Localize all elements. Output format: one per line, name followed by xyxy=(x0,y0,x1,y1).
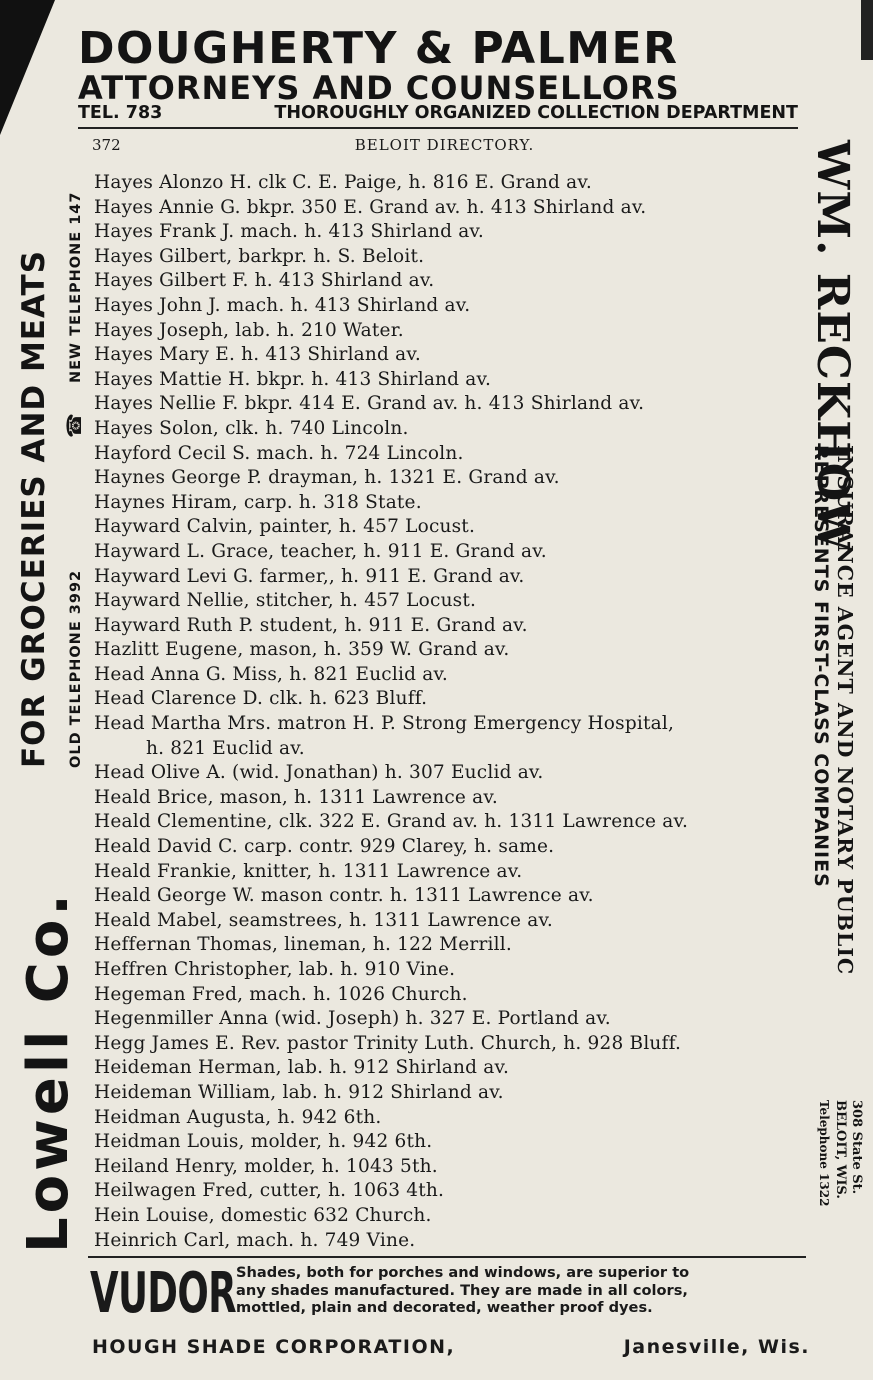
header-firm: DOUGHERTY & PALMER xyxy=(78,23,679,74)
directory-entry: Head Clarence D. clk. h. 623 Bluff. xyxy=(94,688,428,710)
entry-continuation: h. 821 Euclid av. xyxy=(146,737,305,759)
insurance-line: INSURANCE AGENT AND NOTARY PUBLIC xyxy=(833,445,857,976)
directory-entry: Hegenmiller Anna (wid. Joseph) h. 327 E. Portland av. xyxy=(94,1008,611,1030)
directory-entry: Heald Clementine, clk. 322 E. Grand av. h. 1311 Lawrence av. xyxy=(94,811,689,833)
lowell-company-name: Lowell Co. xyxy=(16,890,81,1253)
telephone-icon: ☎ xyxy=(62,413,86,438)
vudor-blurb xyxy=(236,1264,810,1317)
directory-entry: Hayward Calvin, painter, h. 457 Locust. xyxy=(94,516,476,538)
entry-line: Head Martha Mrs. matron H. P. Strong Emergency Hospital, xyxy=(94,713,675,735)
corporation-line xyxy=(92,1334,810,1360)
right-margin-ad xyxy=(800,140,868,1255)
blurb-line: mottled, plain and decorated, weather proof dyes. xyxy=(236,1299,653,1316)
reckhow-telephone: Telephone 1322 xyxy=(817,1100,831,1207)
blurb-line: any shades manufactured. They are made in all colors, xyxy=(236,1281,688,1299)
directory-entry: Heald David C. carp. contr. 929 Clarey, h. same. xyxy=(94,836,555,858)
represents-line: REPRESENTS FIRST-CLASS COMPANIES xyxy=(810,445,832,888)
directory-entry: Heald George W. mason contr. h. 1311 Lawrence av. xyxy=(94,885,594,907)
directory-entry: Hayward Ruth P. student, h. 911 E. Grand av. xyxy=(94,614,528,636)
footer-ad xyxy=(90,1262,810,1372)
directory-entry: Hayes Mary E. h. 413 Shirland av. xyxy=(94,344,421,366)
directory-entry: Hayes Gilbert, barkpr. h. S. Beloit. xyxy=(94,245,425,267)
directory-entry: Hegg James E. Rev. pastor Trinity Luth. Church, h. 928 Bluff. xyxy=(94,1032,682,1054)
directory-entries xyxy=(94,171,799,1253)
directory-entry: Hein Louise, domestic 632 Church. xyxy=(94,1204,432,1226)
directory-entry: Heiland Henry, molder, h. 1043 5th. xyxy=(94,1155,438,1177)
directory-entry: Heffren Christopher, lab. h. 910 Vine. xyxy=(94,959,456,980)
directory-entry: Heidman Louis, molder, h. 942 6th. xyxy=(94,1131,433,1153)
groceries-slogan: FOR GROCERIES AND MEATS xyxy=(16,249,52,768)
footer-rule xyxy=(88,1256,806,1258)
directory-entry: Heinrich Carl, mach. h. 749 Vine. xyxy=(94,1229,416,1251)
directory-entry: Heidman Augusta, h. 942 6th. xyxy=(94,1106,382,1128)
directory-entry: Heideman Herman, lab. h. 912 Shirland av. xyxy=(94,1057,510,1079)
page-edge-shadow xyxy=(861,0,873,60)
left-margin-ad xyxy=(14,143,86,1253)
directory-entry: Heald Frankie, knitter, h. 1311 Lawrence av. xyxy=(94,860,523,882)
directory-entry: Hayes Nellie F. bkpr. 414 E. Grand av. h. 413 Shirland av. xyxy=(94,393,645,415)
blurb-line: Shades, both for porches and windows, are superior to xyxy=(236,1264,690,1281)
directory-entry: Heffernan Thomas, lineman, h. 122 Merrill. xyxy=(94,934,512,956)
directory-entry: Hayes Frank J. mach. h. 413 Shirland av. xyxy=(94,221,484,243)
directory-entry: Head Olive A. (wid. Jonathan) h. 307 Euclid av. xyxy=(94,762,544,784)
directory-entry-wrapped xyxy=(94,712,799,761)
header-tagline: THOROUGHLY ORGANIZED COLLECTION DEPARTMENT xyxy=(274,103,798,123)
corporation-city: Janesville, Wis. xyxy=(623,1336,810,1358)
directory-entry: Heald Brice, mason, h. 1311 Lawrence av. xyxy=(94,786,498,808)
header-rule xyxy=(78,127,798,129)
corporation-name: HOUGH SHADE CORPORATION, xyxy=(92,1336,456,1358)
directory-entry: Haynes Hiram, carp. h. 318 State. xyxy=(94,491,422,513)
running-head xyxy=(92,134,797,156)
new-telephone: NEW TELEPHONE 147 xyxy=(68,191,84,383)
header-title: ATTORNEYS AND COUNSELLORS xyxy=(78,69,680,107)
directory-entry: Heilwagen Fred, cutter, h. 1063 4th. xyxy=(94,1180,445,1202)
directory-entry: Head Anna G. Miss, h. 821 Euclid av. xyxy=(94,663,448,685)
directory-entry: Hayes Gilbert F. h. 413 Shirland av. xyxy=(94,270,435,292)
directory-entry: Heideman William, lab. h. 912 Shirland av. xyxy=(94,1081,504,1103)
directory-entry: Haynes George P. drayman, h. 1321 E. Grand av. xyxy=(94,467,560,489)
header-line xyxy=(78,102,798,124)
old-telephone: OLD TELEPHONE 3992 xyxy=(68,569,84,768)
directory-entry: Hayes Solon, clk. h. 740 Lincoln. xyxy=(94,417,409,439)
directory-entry: Hayes Annie G. bkpr. 350 E. Grand av. h. 413 Shirland av. xyxy=(94,196,647,218)
page-corner-shadow xyxy=(0,0,55,135)
directory-entry: Hayward Nellie, stitcher, h. 457 Locust. xyxy=(94,590,477,612)
directory-entry: Hayward Levi G. farmer,, h. 911 E. Grand av. xyxy=(94,565,525,587)
directory-entry: Hegeman Fred, mach. h. 1026 Church. xyxy=(94,983,468,1005)
directory-entry: Hazlitt Eugene, mason, h. 359 W. Grand av. xyxy=(94,639,510,661)
page-number: 372 xyxy=(92,136,121,154)
directory-entry: Hayes Alonzo H. clk C. E. Paige, h. 816 E. Grand av. xyxy=(94,172,592,193)
reckhow-city: BELOIT, WIS. xyxy=(833,1100,848,1199)
header-tel: TEL. 783 xyxy=(78,103,163,123)
reckhow-name: WM. RECKHOW xyxy=(807,140,858,553)
reckhow-address: 308 State St. xyxy=(849,1100,864,1195)
directory-entry: Hayes John J. mach. h. 413 Shirland av. xyxy=(94,294,471,316)
directory-entry: Hayford Cecil S. mach. h. 724 Lincoln. xyxy=(94,442,464,464)
directory-entry: Hayes Joseph, lab. h. 210 Water. xyxy=(94,319,404,341)
directory-entry: Hayes Mattie H. bkpr. h. 413 Shirland av. xyxy=(94,368,492,390)
page-title: BELOIT DIRECTORY. xyxy=(354,136,535,154)
directory-entry: Hayward L. Grace, teacher, h. 911 E. Grand av. xyxy=(94,540,547,562)
directory-entry: Heald Mabel, seamstrees, h. 1311 Lawrence av. xyxy=(94,909,553,931)
vudor-brand: VUDOR xyxy=(90,1261,236,1326)
